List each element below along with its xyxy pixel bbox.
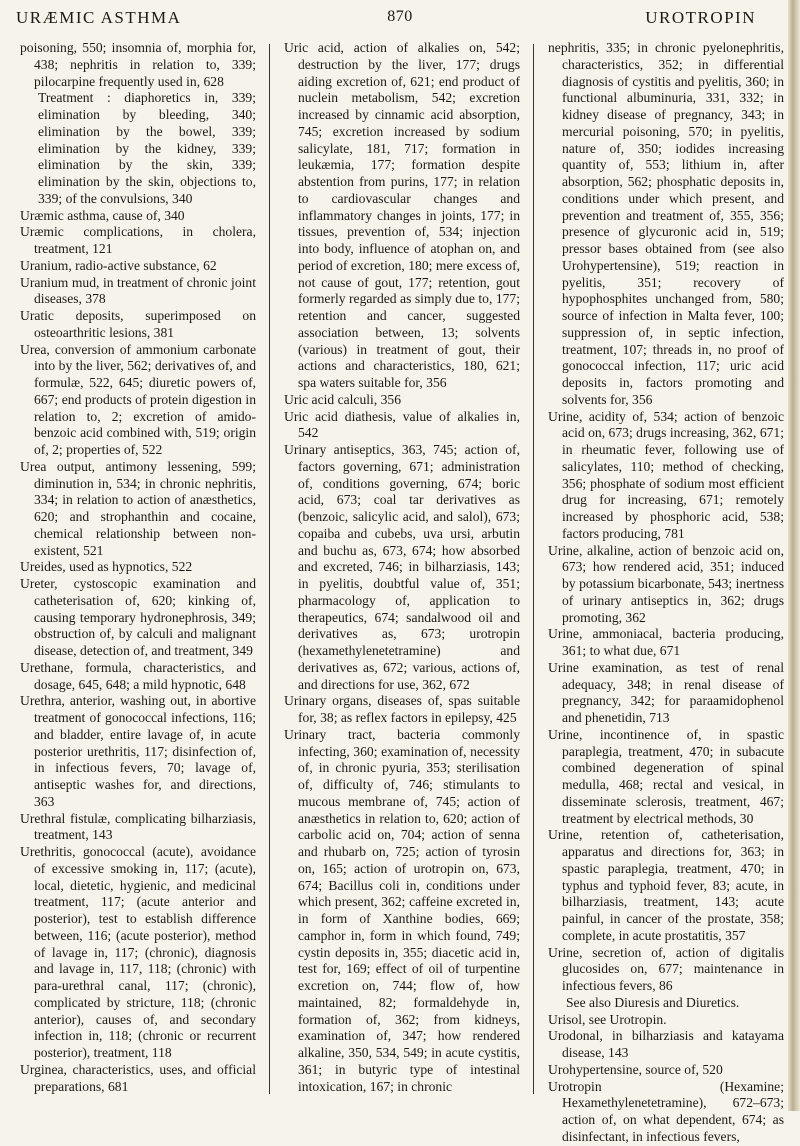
index-entry: Urotropin (Hexamine; Hexamethylenetetramine), 672–673; action of, on what dependent, 674; as disinfectant, in infectious fevers, xyxy=(548,1078,784,1144)
index-entry: Uric acid calculi, 356 xyxy=(284,391,402,407)
index-entry: Urethral fistulæ, complicating bilharziasis, treatment, 143 xyxy=(20,810,256,843)
index-entry: Urohypertensine, source of, 520 xyxy=(548,1061,723,1077)
page-edge-shadow xyxy=(788,0,800,1111)
index-entry: Urginea, characteristics, uses, and official preparations, 681 xyxy=(20,1061,256,1094)
running-header xyxy=(0,8,800,30)
index-entry: Urethra, anterior, washing out, in abortive treatment of gonococcal infections, 116; and bladder, entire lavage of, in acute posterior urethritis, 117; disinfection of, in infectious fevers, 70; lavage of, antiseptic washes for, and directions, 363 xyxy=(20,693,256,809)
index-entry: Urine, ammoniacal, bacteria producing, 361; to what due, 671 xyxy=(548,626,784,658)
index-entry: Uranium mud, in treatment of chronic joint diseases, 378 xyxy=(20,274,256,307)
index-entry: Urine, alkaline, action of benzoic acid on, 673; how rendered acid, 351; induced by potassium bicarbonate, 543; inertness of urinary antiseptics in, 362; drugs promoting, 362 xyxy=(548,542,784,625)
header-left-guide-word: URÆMIC ASTHMA xyxy=(16,8,182,27)
index-entry: Uratic deposits, superimposed on osteoarthritic lesions, 381 xyxy=(20,308,256,340)
index-entry: Urethritis, gonococcal (acute), avoidance of excessive smoking in, 117; (acute), local, dietetic, hygienic, and medicinal treatment, 117; (acute anterior and posterior), test to establish difference between, 116; (acute posterior), method of lavage in, 117; (chronic), diagnosis and lavage in, 117, 118; (chronic) with para-urethral canal, 117; (chronic), complicated by stricture, 118; (chronic anterior), causes of, and secondary infection in, 118; (chronic or recurrent posterior), treatment, 118 xyxy=(20,844,256,1060)
index-subentry: Treatment : diaphoretics in, 339; elimination by bleeding, 340; elimination by the bowel, 339; elimination by the kidney, 339; elimination by the skin, 339; elimination by the skin, objections to, 339; of the convulsions, 340 xyxy=(38,90,256,206)
index-column-2 xyxy=(284,40,520,1095)
header-right-guide-word: UROTROPIN xyxy=(645,8,756,27)
index-entry: Urisol, see Urotropin. xyxy=(548,1011,667,1027)
index-entry: Uric acid, action of alkalies on, 542; destruction by the liver, 177; drugs aiding excretion of, 621; end product of nuclein metabolism, 542; excretion increased by cinnamic acid absorption, 745; excretion increased by sodium salicylate, 181, 717; formation in leukæmia, 177; formation despite abstention from purins, 177; in relation to cardiovascular changes and inflammatory changes in joints, 177; in tissues, prevention of, 534; injection into body, influence of atophan on, and period of excretion, 180; mere excess of, not cause of gout, 177; retention, gout formerly regarded as simply due to, 177; retention and cancer, suggested association between, 13; solvents (various) in treatment of gout, their actions and characteristics, 180, 621; spa waters suitable for, 356 xyxy=(284,40,520,390)
index-entry: Urine, acidity of, 534; action of benzoic acid on, 673; drugs increasing, 362, 671; in rheumatic fever, following use of salicylates, 110; method of checking, 356; phosphate of sodium most efficient drug for increasing, 671; remotely increased by phosphoric acid, 538; factors producing, 781 xyxy=(548,408,784,541)
index-column-1 xyxy=(20,40,256,1095)
index-entry: Uræmic asthma, cause of, 340 xyxy=(20,207,185,223)
index-entry: nephritis, 335; in chronic pyelonephritis, characteristics, 352; in differential diagnosis of cystitis and pyelitis, 360; in functional albuminuria, 331, 332; in kidney disease of pregnancy, 343; in mercurial poisoning, 570; in pyelitis, nature of, 350; iodides increasing quantity of, 553; lithium in, after absorption, 562; phosphatic deposits in, conditions under which present, and prevention and treatment of, 355, 356; presence of glycuronic acid in, 519; pressor bases obtained from (see also Urohypertensine), 519; reaction in pyelitis, 351; recovery of hypophosphites unchanged from, 580; source of infection in Malta fever, 100; suppression of, in septic infection, treatment, 107; threads in, no proof of gonococcal infection, 117; uric acid deposits in, factors promoting and solvents for, 356 xyxy=(548,40,784,407)
index-entry: Urodonal, in bilharziasis and katayama disease, 143 xyxy=(548,1028,784,1060)
column-rule-2 xyxy=(533,44,534,1094)
page-number: 870 xyxy=(387,8,413,25)
index-column-3 xyxy=(548,40,784,1146)
index-entry: Ureter, cystoscopic examination and catheterisation of, 620; kinking of, causing temporary hydronephrosis, 349; obstruction of, by calculi and malignant disease, detection of, and treatment, 349 xyxy=(20,576,256,658)
index-entry: Uræmic complications, in cholera, treatment, 121 xyxy=(20,224,256,256)
index-entry: Urea, conversion of ammonium carbonate into by the liver, 562; derivatives of, and formulæ, 522, 645; diuretic powers of, 667; end products of protein digestion in relation to, 2; excretion of amido-benzoic acid combined with, 519; origin of, 2; properties of, 522 xyxy=(20,341,256,457)
index-subentry: See also Diuresis and Diuretics. xyxy=(566,994,740,1010)
index-entry: poisoning, 550; insomnia of, morphia for, 438; nephritis in relation to, 339; pilocarpine frequently used in, 628 xyxy=(20,40,256,89)
index-entry: Urinary antiseptics, 363, 745; action of, factors governing, 671; administration of, conditions governing, 674; boric acid, 673; coal tar derivatives as (benzoic, salicylic acid, and salol), 673; copaiba and cubebs, uva ursi, arbutin and buchu as, 673, 674; how absorbed and excreted, 746; in bilharziasis, 143; in pyelitis, doubtful value of, 351; pharmacology of, application to therapeutics, 674; sandalwood oil and derivatives as, 673; urotropin (hexamethylenetetramine) and derivatives as, 672; various, actions of, and directions for use, 362, 672 xyxy=(284,442,520,692)
index-entry: Uranium, radio-active substance, 62 xyxy=(20,257,217,273)
index-entry: Uric acid diathesis, value of alkalies in, 542 xyxy=(284,408,520,441)
index-entry: Urinary tract, bacteria commonly infecting, 360; examination of, necessity of, in chronic pyuria, 353; sterilisation of, difficulty of, 746; stimulants to mucous membrane of, 745; action of anæsthetics in relation to, 620; action of carbolic acid on, 704; action of senna and rhubarb on, 725; action of tyrosin on, 165; action of urotropin on, 673, 674; Bacillus coli in, conditions under which present, 362; caffeine excreted in, in form of Xanthine bodies, 669; camphor in, form in which found, 749; cystin deposits in, 355; diacetic acid in, test for, 169; effect of oil of turpentine excretion on, 744; flow of, how maintained, 82; formaldehyde in, formation of, 362; from kidneys, examination of, 347; how rendered alkaline, 350, 534, 549; in acute cystitis, 361; in butyric type of intestinal intoxication, 167; in chronic xyxy=(284,726,520,1094)
index-entry: Urine, incontinence of, in spastic paraplegia, treatment, 470; in subacute combined degeneration of spinal medulla, 468; rectal and vesical, in disseminate sclerosis, treatment, 467; treatment by electrical methods, 30 xyxy=(548,726,784,826)
index-entry: Urine examination, as test of renal adequacy, 348; in renal disease of pregnancy, 342; for paraamidophenol and phenetidin, 713 xyxy=(548,659,784,725)
column-rule-1 xyxy=(269,44,270,1094)
index-entry: Urethane, formula, characteristics, and dosage, 645, 648; a mild hypnotic, 648 xyxy=(20,659,256,692)
index-entry: Urea output, antimony lessening, 599; diminution in, 534; in chronic nephritis, 334; in relation to action of anæsthetics, 620; and strophanthin and cocaine, chemical relationship between non-existent, 521 xyxy=(20,458,256,558)
index-entry: Urinary organs, diseases of, spas suitable for, 38; as reflex factors in epilepsy, 425 xyxy=(284,693,520,725)
index-entry: Urine, secretion of, action of digitalis glucosides on, 677; maintenance in infectious fevers, 86 xyxy=(548,944,784,993)
index-entry: Urine, retention of, catheterisation, apparatus and directions for, 363; in spastic paraplegia, treatment, 470; in typhus and typhoid fever, 83; acute, in bilharziasis, treatment, 143; acute painful, in cancer of the prostate, 358; complete, in acute prostatitis, 357 xyxy=(548,827,784,943)
index-entry: Ureides, used as hypnotics, 522 xyxy=(20,559,193,575)
